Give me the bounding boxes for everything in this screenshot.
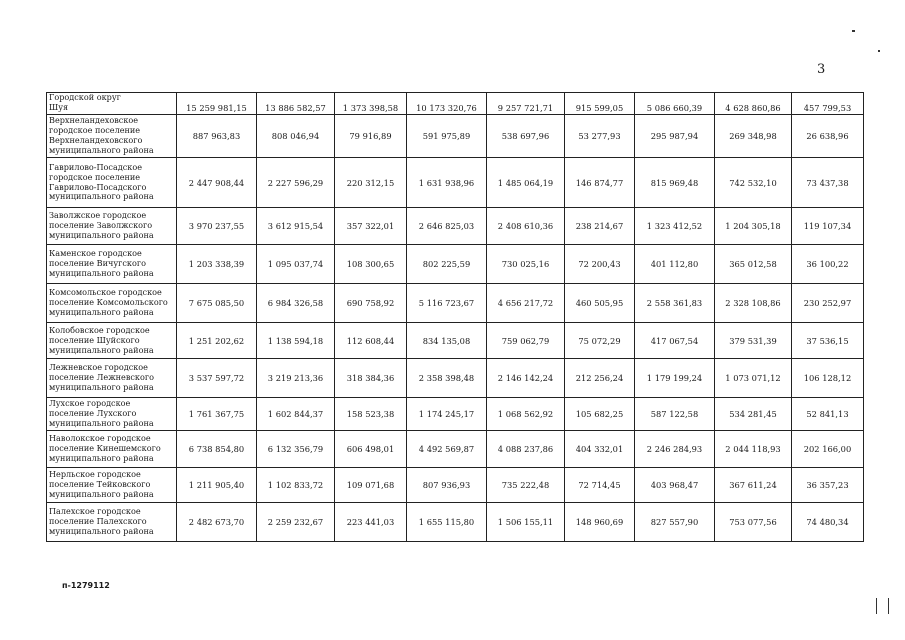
amount-cell: 3 970 237,55 [177, 208, 257, 245]
municipality-name-cell: Комсомольское городское поселение Комсомольского муниципального района [47, 283, 177, 323]
municipality-name-cell: Нерльское городское поселение Тейковского муниципального района [47, 468, 177, 503]
amount-cell: 5 116 723,67 [407, 283, 487, 323]
amount-cell: 808 046,94 [257, 115, 335, 158]
municipality-name-cell: Городской округ Шуя [47, 93, 177, 115]
amount-cell: 401 112,80 [635, 244, 715, 283]
amount-cell: 79 916,89 [335, 115, 407, 158]
amount-cell: 1 761 367,75 [177, 397, 257, 430]
amount-cell: 367 611,24 [715, 468, 792, 503]
amount-cell: 1 179 199,24 [635, 359, 715, 398]
scan-artifact [888, 598, 889, 614]
amount-cell: 2 227 596,29 [257, 158, 335, 208]
amount-cell: 109 071,68 [335, 468, 407, 503]
amount-cell: 1 102 833,72 [257, 468, 335, 503]
amount-cell: 591 975,89 [407, 115, 487, 158]
amount-cell: 2 358 398,48 [407, 359, 487, 398]
amount-cell: 2 447 908,44 [177, 158, 257, 208]
amount-cell: 2 328 108,86 [715, 283, 792, 323]
amount-cell: 2 044 118,93 [715, 430, 792, 468]
amount-cell: 827 557,90 [635, 503, 715, 542]
amount-cell: 26 638,96 [792, 115, 864, 158]
amount-cell: 4 492 569,87 [407, 430, 487, 468]
amount-cell: 146 874,77 [565, 158, 635, 208]
amount-cell: 690 758,92 [335, 283, 407, 323]
amount-cell: 802 225,59 [407, 244, 487, 283]
table-row [47, 503, 864, 542]
amount-cell: 1 655 115,80 [407, 503, 487, 542]
amount-cell: 318 384,36 [335, 359, 407, 398]
amount-cell: 9 257 721,71 [487, 93, 565, 115]
amount-cell: 295 987,94 [635, 115, 715, 158]
amount-cell: 75 072,29 [565, 323, 635, 359]
municipality-name-cell: Заволжское городское поселение Заволжского муниципального района [47, 208, 177, 245]
municipality-name-cell: Лежневское городское поселение Лежневского муниципального района [47, 359, 177, 398]
amount-cell: 753 077,56 [715, 503, 792, 542]
amount-cell: 72 200,43 [565, 244, 635, 283]
amount-cell: 2 558 361,83 [635, 283, 715, 323]
table-row [47, 397, 864, 430]
table-row [47, 359, 864, 398]
amount-cell: 10 173 320,76 [407, 93, 487, 115]
amount-cell: 735 222,48 [487, 468, 565, 503]
amount-cell: 6 984 326,58 [257, 283, 335, 323]
amount-cell: 2 146 142,24 [487, 359, 565, 398]
amount-cell: 404 332,01 [565, 430, 635, 468]
amount-cell: 238 214,67 [565, 208, 635, 245]
amount-cell: 1 323 412,52 [635, 208, 715, 245]
amount-cell: 3 219 213,36 [257, 359, 335, 398]
amount-cell: 13 886 582,57 [257, 93, 335, 115]
amount-cell: 36 357,23 [792, 468, 864, 503]
scan-artifact [878, 50, 880, 52]
amount-cell: 105 682,25 [565, 397, 635, 430]
amount-cell: 2 246 284,93 [635, 430, 715, 468]
table-row [47, 283, 864, 323]
amount-cell: 4 628 860,86 [715, 93, 792, 115]
table-row [47, 208, 864, 245]
amount-cell: 1 485 064,19 [487, 158, 565, 208]
amount-cell: 1 138 594,18 [257, 323, 335, 359]
amount-cell: 357 322,01 [335, 208, 407, 245]
municipality-name-cell: Лухское городское поселение Лухского муниципального района [47, 397, 177, 430]
amount-cell: 52 841,13 [792, 397, 864, 430]
amount-cell: 730 025,16 [487, 244, 565, 283]
table-row [47, 244, 864, 283]
table-body [47, 93, 864, 542]
amount-cell: 1 506 155,11 [487, 503, 565, 542]
amount-cell: 4 656 217,72 [487, 283, 565, 323]
amount-cell: 223 441,03 [335, 503, 407, 542]
amount-cell: 915 599,05 [565, 93, 635, 115]
amount-cell: 834 135,08 [407, 323, 487, 359]
amount-cell: 72 714,45 [565, 468, 635, 503]
amount-cell: 1 251 202,62 [177, 323, 257, 359]
amount-cell: 5 086 660,39 [635, 93, 715, 115]
amount-cell: 742 532,10 [715, 158, 792, 208]
amount-cell: 2 482 673,70 [177, 503, 257, 542]
amount-cell: 587 122,58 [635, 397, 715, 430]
municipality-name-cell: Наволокское городское поселение Кинешемского муниципального района [47, 430, 177, 468]
amount-cell: 1 631 938,96 [407, 158, 487, 208]
amount-cell: 158 523,38 [335, 397, 407, 430]
amount-cell: 220 312,15 [335, 158, 407, 208]
amount-cell: 108 300,65 [335, 244, 407, 283]
amount-cell: 1 203 338,39 [177, 244, 257, 283]
amount-cell: 887 963,83 [177, 115, 257, 158]
amount-cell: 534 281,45 [715, 397, 792, 430]
amount-cell: 1 095 037,74 [257, 244, 335, 283]
amount-cell: 3 537 597,72 [177, 359, 257, 398]
amount-cell: 119 107,34 [792, 208, 864, 245]
table-row [47, 323, 864, 359]
amount-cell: 403 968,47 [635, 468, 715, 503]
amount-cell: 759 062,79 [487, 323, 565, 359]
amount-cell: 460 505,95 [565, 283, 635, 323]
table-row [47, 468, 864, 503]
amount-cell: 15 259 981,15 [177, 93, 257, 115]
amount-cell: 2 408 610,36 [487, 208, 565, 245]
amount-cell: 457 799,53 [792, 93, 864, 115]
municipality-name-cell: Верхнеландеховское городское поселение Верхнеландеховского муниципального района [47, 115, 177, 158]
municipality-name-cell: Колобовское городское поселение Шуйского муниципального района [47, 323, 177, 359]
municipality-name-cell: Палехское городское поселение Палехского муниципального района [47, 503, 177, 542]
amount-cell: 230 252,97 [792, 283, 864, 323]
amount-cell: 538 697,96 [487, 115, 565, 158]
page-number: 3 [817, 62, 826, 77]
scan-artifact [852, 30, 855, 32]
budget-distribution-table [46, 92, 864, 542]
amount-cell: 212 256,24 [565, 359, 635, 398]
amount-cell: 6 132 356,79 [257, 430, 335, 468]
amount-cell: 1 211 905,40 [177, 468, 257, 503]
amount-cell: 379 531,39 [715, 323, 792, 359]
table-row [47, 430, 864, 468]
amount-cell: 73 437,38 [792, 158, 864, 208]
table-row [47, 93, 864, 115]
document-code: п-1279112 [62, 581, 110, 590]
municipality-name-cell: Гаврилово-Посадское городское поселение Гаврилово-Посадского муниципального района [47, 158, 177, 208]
amount-cell: 1 174 245,17 [407, 397, 487, 430]
amount-cell: 269 348,98 [715, 115, 792, 158]
amount-cell: 365 012,58 [715, 244, 792, 283]
amount-cell: 1 204 305,18 [715, 208, 792, 245]
amount-cell: 37 536,15 [792, 323, 864, 359]
amount-cell: 815 969,48 [635, 158, 715, 208]
amount-cell: 807 936,93 [407, 468, 487, 503]
amount-cell: 53 277,93 [565, 115, 635, 158]
amount-cell: 36 100,22 [792, 244, 864, 283]
table-row [47, 115, 864, 158]
amount-cell: 1 373 398,58 [335, 93, 407, 115]
amount-cell: 1 073 071,12 [715, 359, 792, 398]
amount-cell: 106 128,12 [792, 359, 864, 398]
amount-cell: 6 738 854,80 [177, 430, 257, 468]
amount-cell: 74 480,34 [792, 503, 864, 542]
amount-cell: 2 259 232,67 [257, 503, 335, 542]
amount-cell: 1 068 562,92 [487, 397, 565, 430]
table-row [47, 158, 864, 208]
amount-cell: 606 498,01 [335, 430, 407, 468]
amount-cell: 417 067,54 [635, 323, 715, 359]
amount-cell: 202 166,00 [792, 430, 864, 468]
amount-cell: 148 960,69 [565, 503, 635, 542]
amount-cell: 7 675 085,50 [177, 283, 257, 323]
amount-cell: 112 608,44 [335, 323, 407, 359]
scan-artifact [876, 598, 877, 614]
amount-cell: 4 088 237,86 [487, 430, 565, 468]
municipality-name-cell: Каменское городское поселение Вичугского муниципального района [47, 244, 177, 283]
amount-cell: 2 646 825,03 [407, 208, 487, 245]
amount-cell: 1 602 844,37 [257, 397, 335, 430]
amount-cell: 3 612 915,54 [257, 208, 335, 245]
